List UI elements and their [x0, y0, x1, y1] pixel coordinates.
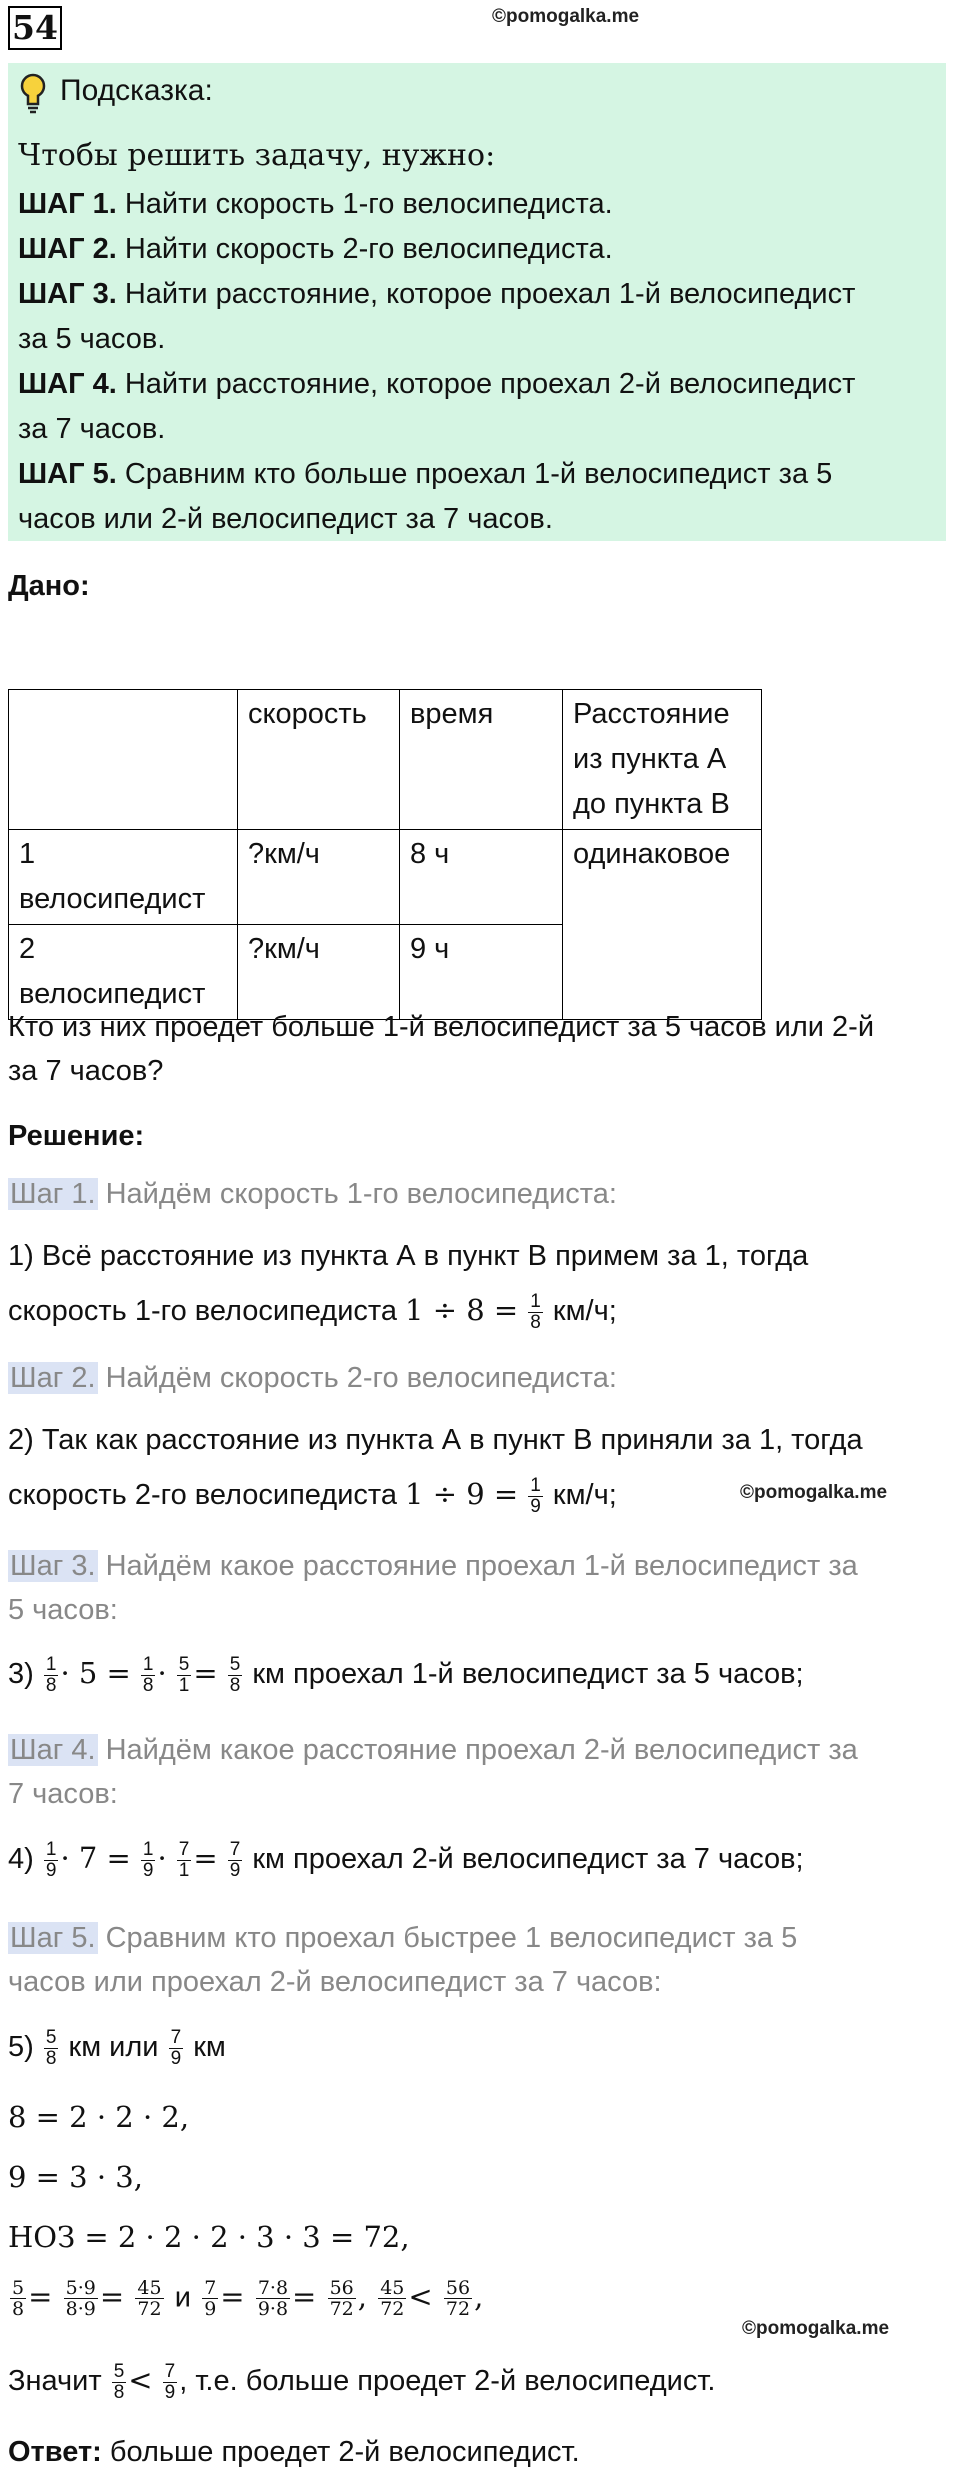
answer-text: больше проедет 2-й велосипедист.	[109, 2436, 580, 2468]
hint-intro: Чтобы решить задачу, нужно:	[18, 138, 496, 173]
math-expr: 1 ÷ 9 =	[405, 1477, 519, 1512]
step-text: скорость 2-го велосипедиста	[8, 1479, 397, 1512]
task-number: 54	[8, 6, 62, 50]
unit: км	[193, 2031, 226, 2064]
speed-cell: ?км/ч	[238, 925, 400, 1020]
item-number: 3)	[8, 1658, 34, 1691]
hint-step-label: ШАГ 3.	[18, 278, 117, 310]
hint-step-label: ШАГ 2.	[18, 233, 117, 265]
hint-step-text: Найти расстояние, которое проехал 1-й велосипедист	[124, 278, 856, 310]
step-title: Найдём какое расстояние проехал 1-й велосипедист за	[105, 1550, 858, 1582]
watermark-top: ©pomogalka.me	[492, 6, 640, 27]
lightbulb-icon	[18, 72, 48, 116]
solution-label: Решение:	[8, 1120, 145, 1152]
header-distance-line: до пункта В	[573, 788, 730, 820]
compare-text: км или	[68, 2031, 159, 2064]
speed-cell: ?км/ч	[238, 830, 400, 925]
hint-step-text: Найти скорость 1-го велосипедиста.	[124, 188, 613, 220]
step5-compare: 5) $\frac{5}{8}$ км или $\frac{7}{9}$ км	[8, 2027, 226, 2069]
step4-calc: 4) $\frac{1}{9}$ · 7 = $\frac{1}{9}$ · $\frac{7}{1}$ = $\frac{7}{9}$ км проехал 2-й велосипедист за 7 часов;	[8, 1839, 804, 1881]
and-word: и	[174, 2281, 191, 2314]
hint-step-cont: за 5 часов.	[18, 323, 166, 355]
unit: км/ч;	[552, 1295, 617, 1328]
table-row	[9, 830, 762, 925]
step2-line2	[8, 1476, 617, 1517]
step-tag: Шаг 4.	[10, 1734, 96, 1766]
header-distance-line: из пункта А	[573, 743, 727, 775]
step-tag: Шаг 1.	[10, 1178, 96, 1210]
hint-step-cont: часов или 2-й велосипедист за 7 часов.	[18, 503, 553, 535]
step1-line1: 1) Всё расстояние из пункта А в пункт В примем за 1, тогда	[8, 1240, 809, 1272]
given-label: Дано:	[8, 570, 90, 602]
step-text: км проехал 1-й велосипедист за 5 часов;	[252, 1658, 804, 1691]
factor-9: 9 = 3 · 3,	[8, 2160, 143, 2194]
step-title: Сравним кто проехал быстрее 1 велосипедист за 5	[105, 1922, 798, 1954]
fraction: $\frac{1}{9}$	[530, 1475, 541, 1517]
step2-header	[8, 1362, 617, 1395]
step2-line1: 2) Так как расстояние из пункта А в пункт В приняли за 1, тогда	[8, 1424, 863, 1456]
given-table	[8, 689, 762, 1020]
question-line: за 7 часов?	[8, 1055, 164, 1087]
step1-header	[8, 1178, 617, 1211]
unit: км/ч;	[552, 1479, 617, 1512]
step-title: Найдём скорость 2-го велосипедиста:	[105, 1362, 617, 1394]
time-cell: 8 ч	[400, 830, 563, 925]
conclusion-line: Значит $\frac{5}{8}$ < $\frac{7}{9}$ , т.е. больше проедет 2-й велосипедист.	[8, 2361, 716, 2403]
cyclist-word: велосипедист	[19, 978, 206, 1010]
hint-step-cont: за 7 часов.	[18, 413, 166, 445]
cyclist-number: 1	[19, 838, 36, 870]
step1-line2	[8, 1292, 617, 1333]
header-speed: скорость	[238, 690, 400, 830]
hint-step-label: ШАГ 5.	[18, 458, 117, 490]
factor-8: 8 = 2 · 2 · 2,	[8, 2100, 190, 2134]
answer-label: Ответ:	[8, 2436, 102, 2468]
hint-steps	[18, 182, 948, 542]
header-time: время	[400, 690, 563, 830]
cyclist-word: велосипедист	[19, 883, 206, 915]
hint-title: Подсказка:	[60, 74, 213, 107]
answer-line	[8, 2436, 580, 2469]
question-line: Кто из них проедет больше 1-й велосипедист за 5 часов или 2-й	[8, 1011, 875, 1043]
cyclist-cell	[9, 830, 238, 925]
fraction: $\frac{1}{8}$	[530, 1291, 541, 1333]
conclusion-lead: Значит	[8, 2365, 102, 2398]
math-expr: 1 ÷ 8 =	[405, 1293, 519, 1328]
step4-header	[8, 1734, 858, 1767]
cyclist-cell	[9, 925, 238, 1020]
step-text: км проехал 2-й велосипедист за 7 часов;	[252, 1843, 804, 1876]
header-distance-line: Расстояние	[573, 698, 730, 730]
hint-step-label: ШАГ 4.	[18, 368, 117, 400]
step4-header-cont: 7 часов:	[8, 1778, 118, 1810]
item-number: 4)	[8, 1843, 34, 1876]
step5-header-cont: часов или проехал 2-й велосипедист за 7 часов:	[8, 1966, 662, 1998]
hint-step-text: Найти расстояние, которое проехал 2-й велосипедист	[124, 368, 856, 400]
step-title: Найдём скорость 1-го велосипедиста:	[105, 1178, 617, 1210]
distance-cell: одинаковое	[563, 830, 762, 1020]
hint-step-text: Сравним кто больше проехал 1-й велосипедист за 5	[124, 458, 833, 490]
hint-step-label: ШАГ 1.	[18, 188, 117, 220]
step-title: Найдём какое расстояние проехал 2-й велосипедист за	[105, 1734, 858, 1766]
step-text: скорость 1-го велосипедиста	[8, 1295, 397, 1328]
common-denominator-line: $\frac{5}{8}$ = $\frac{5\cdot 9}{8\cdot 9}$ = $\frac{45}{72}$ и $\frac{7}{9}$ = $\frac{7\cdot 8}{9\cdot 8}$ = $\frac{56}{72}$ , $\frac{45}{72}$ < $\frac{56}{72}$ ,	[12, 2277, 484, 2320]
cyclist-number: 2	[19, 933, 36, 965]
watermark-mid: ©pomogalka.me	[740, 1482, 888, 1503]
hint-step-text: Найти скорость 2-го велосипедиста.	[124, 233, 613, 265]
step3-header-cont: 5 часов:	[8, 1594, 118, 1626]
conclusion-text: т.е. больше проедет 2-й велосипедист.	[195, 2365, 716, 2398]
watermark-bottom: ©pomogalka.me	[742, 2318, 890, 2339]
lcd-line: НОЗ = 2 · 2 · 2 · 3 · 3 = 72,	[8, 2220, 410, 2254]
step5-header	[8, 1922, 797, 1955]
step3-header	[8, 1550, 858, 1583]
step-tag: Шаг 5.	[10, 1922, 96, 1954]
table-corner	[9, 690, 238, 830]
step3-calc: 3) $\frac{1}{8}$ · 5 = $\frac{1}{8}$ · $\frac{5}{1}$ = $\frac{5}{8}$ км проехал 1-й велосипедист за 5 часов;	[8, 1654, 804, 1696]
time-cell: 9 ч	[400, 925, 563, 1020]
step-tag: Шаг 3.	[10, 1550, 96, 1582]
step-tag: Шаг 2.	[10, 1362, 96, 1394]
header-distance	[563, 690, 762, 830]
item-number: 5)	[8, 2031, 34, 2064]
